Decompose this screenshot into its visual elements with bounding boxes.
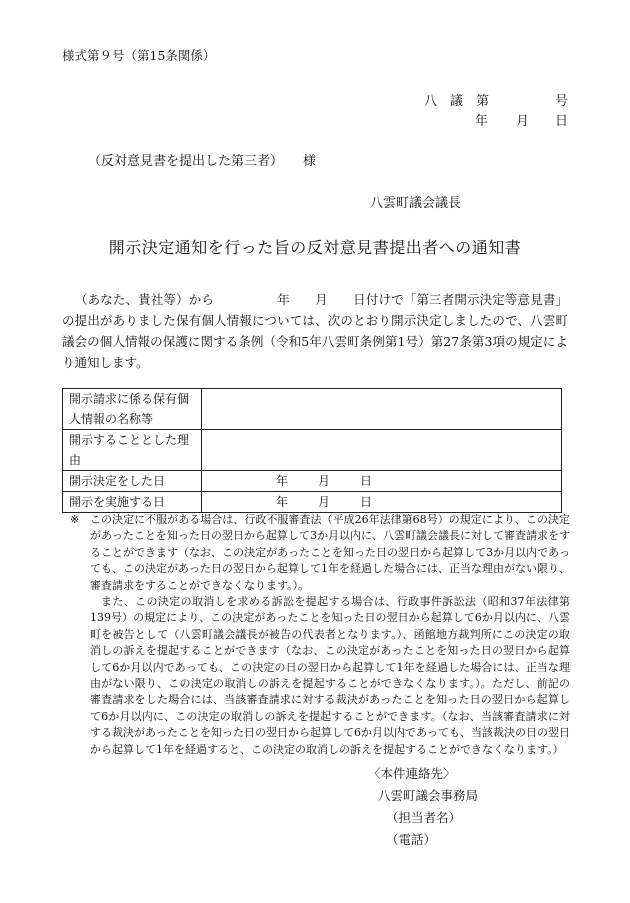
addressee <box>88 150 316 169</box>
addressee-label: （反対意見書を提出した第三者） <box>88 154 284 169</box>
row-label-decision-date: 開示決定をした日 <box>63 471 202 492</box>
decision-date-month: 月 <box>318 474 331 488</box>
document-title: 開示決定通知を行った旨の反対意見書提出者への通知書 <box>108 238 522 257</box>
notes-section <box>70 512 570 758</box>
doc-date-year: 年 <box>475 114 489 129</box>
contact-office: 八雲町議会事務局 <box>378 788 479 803</box>
table-row <box>63 430 562 471</box>
disclosure-date-cell <box>202 492 562 513</box>
decision-table <box>62 388 562 513</box>
sender: 八雲町議会議長 <box>370 196 462 211</box>
doc-date-day: 日 <box>555 114 569 129</box>
table-row <box>63 492 562 513</box>
row-label-disclosure-date: 開示を実施する日 <box>63 492 202 513</box>
addressee-honorific: 様 <box>303 154 317 169</box>
contact-heading: 〈本件連絡先〉 <box>368 766 456 781</box>
note-mark: ※ <box>70 513 80 526</box>
decision-date-year: 年 <box>276 474 289 488</box>
disclosure-date-day: 日 <box>360 495 373 509</box>
form-number: 様式第９号（第15条関係） <box>62 48 216 63</box>
row-label-info-name: 開示請求に係る保有個人情報の名称等 <box>63 389 202 430</box>
doc-number-suffix: 号 <box>555 94 569 109</box>
body-paragraph <box>62 289 568 373</box>
row-value-reason <box>202 430 562 471</box>
note-paragraph-lawsuit: また、この決定の取消しを求める訴訟を提起する場合は、行政事件訴訟法（昭和37年法律第139号）の規定により、この決定があったことを知った日の翌日から起算して6か月以内に、八雲町を被告として（八雲町議会議長が被告の代表者となります。）、函館地方裁判所にこの決定の取消しの訴えを提起することができます（なお、この決定があったことを知った日の翌日から起算して6か月以内であっても、この決定の日の翌日から起算して1年を経過した場合には、正当な理由がない限り、この決定の取消しの訴えを提起することができなくなります。）。ただし、前記の審査請求をした場合には、当該審査請求に対する裁決があったことを知った日の翌日から起算して6か月以内に、この決定の取消しの訴えを提起することができます。（なお、当該審査請求に対する裁決があったことを知った日の翌日から起算して6か月以内であっても、当該裁決の日の翌日から起算して1年を経過すると、この決定の取消しの訴えを提起することができなくなります。） <box>90 595 570 756</box>
disclosure-date-year: 年 <box>276 495 289 509</box>
disclosure-date-month: 月 <box>318 495 331 509</box>
doc-number-prefix: 八 議 第 <box>424 94 490 109</box>
row-label-reason: 開示することとした理由 <box>63 430 202 471</box>
table-row <box>63 389 562 430</box>
body-text: （あなた、貴社等）から 年 月 日付けで「第三者開示決定等意見書」の提出がありました保有個人情報については、次のとおり開示決定しましたので、八雲町議会の個人情報の保護に関する条例（令和5年八雲町条例第1号）第27条第3項の規定により通知します。 <box>62 292 568 370</box>
doc-date-month: 月 <box>516 114 530 129</box>
note-paragraph-appeal: この決定に不服がある場合は、行政不服審査法（平成26年法律第68号）の規定により、この決定があったことを知った日の翌日から起算して3か月以内に、八雲町議会議長に対して審査請求をすることができます（なお、この決定があったことを知った日の翌日から起算して3か月以内であっても、この決定があった日の翌日から起算して1年を経過した場合には、正当な理由がない限り、審査請求をすることができなくなります。）。 <box>90 513 570 592</box>
contact-phone: （電話） <box>386 832 437 847</box>
decision-date-cell <box>202 471 562 492</box>
decision-date-day: 日 <box>360 474 373 488</box>
row-value-info-name <box>202 389 562 430</box>
table-row <box>63 471 562 492</box>
contact-person: （担当者名） <box>386 810 462 825</box>
